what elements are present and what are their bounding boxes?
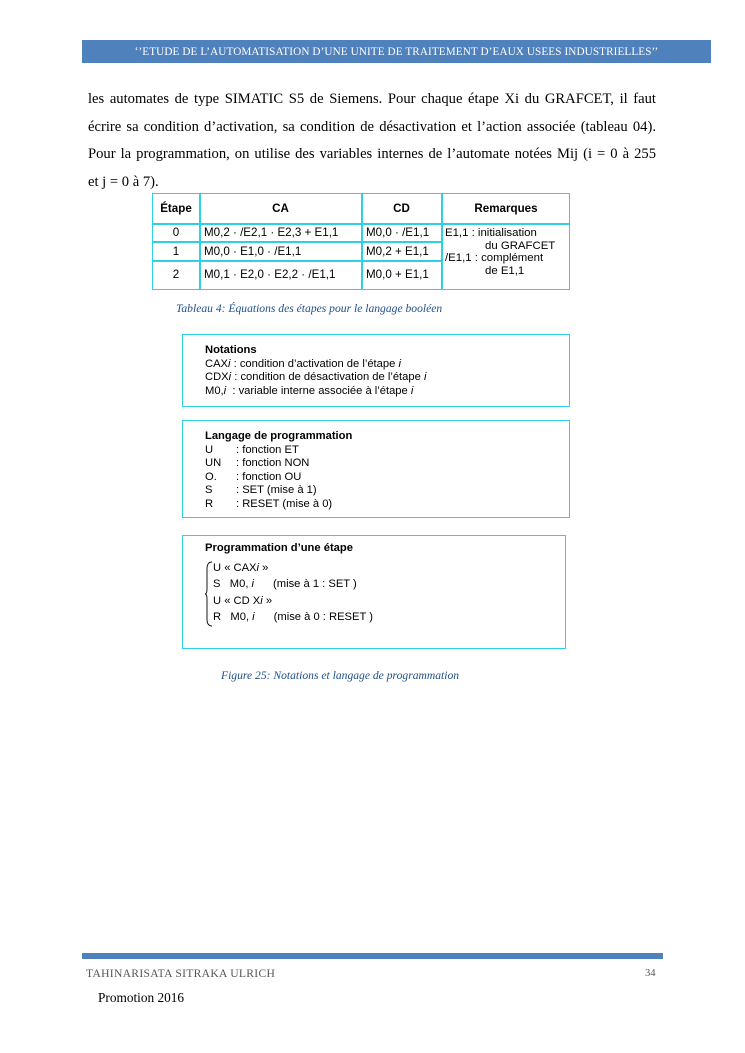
- code-line: U « CD Xi »: [213, 594, 273, 607]
- body-line: les automates de type SIMATIC S5 de Siemens. Pour chaque étape Xi du GRAFCET, il faut: [88, 91, 656, 107]
- equations-table: [152, 193, 570, 290]
- table-cell-etape: 1: [172, 244, 180, 258]
- footer-bar: [82, 953, 663, 959]
- table-cell-cd: M0,0 + E1,1: [366, 268, 429, 281]
- table-cell-etape: 2: [172, 268, 180, 281]
- langage-box: [182, 420, 570, 518]
- remark-line: du GRAFCET: [485, 239, 556, 252]
- remark-line: E1,1 : initialisation: [445, 227, 537, 239]
- table-cell-ca: M0,2 · /E2,1 · E2,3 + E1,1: [204, 226, 339, 239]
- programmation-box: [182, 535, 566, 649]
- header-remarques: Remarques: [474, 202, 538, 215]
- langage-item: U : fonction ET: [205, 443, 299, 456]
- table-caption: Tableau 4: Équations des étapes pour le langage booléen: [176, 302, 443, 315]
- body-line: Pour la programmation, on utilise des variables internes de l’automate notées Mij (i = 0 à 255: [88, 146, 656, 162]
- remark-line: /E1,1 : complément: [445, 252, 544, 264]
- page-number: 34: [645, 968, 656, 979]
- table-cell-cd: M0,0 · /E1,1: [366, 226, 430, 239]
- figure-caption: Figure 25: Notations et langage de programmation: [221, 669, 460, 682]
- body-line: écrire sa condition d’activation, sa condition de désactivation et l’action associée (tableau 04).: [88, 118, 656, 135]
- code-line: S M0, i (mise à 1 : SET ): [213, 578, 357, 591]
- notation-line: M0,i : variable interne associée à l’étape i: [205, 384, 414, 397]
- header-etape: Étape: [160, 202, 192, 215]
- footer-promotion: Promotion 2016: [98, 990, 185, 1005]
- programmation-code: [205, 560, 565, 626]
- langage-item: UN : fonction NON: [205, 457, 310, 470]
- body-line: et j = 0 à 7).: [88, 173, 159, 190]
- running-header: [82, 40, 711, 63]
- table-cell-cd: M0,2 + E1,1: [366, 244, 429, 258]
- header-cd: CD: [393, 202, 410, 215]
- table-cell-ca: M0,1 · E2,0 · E2,2 · /E1,1: [204, 268, 336, 281]
- notation-line: CDXi : condition de désactivation de l’étape i: [205, 371, 427, 384]
- code-line: R M0, i (mise à 0 : RESET ): [213, 611, 373, 624]
- body-paragraph: [88, 86, 656, 196]
- langage-item: R : RESET (mise à 0): [205, 497, 333, 510]
- brace-icon: [205, 561, 213, 627]
- footer-author: TAHINARISATA SITRAKA ULRICH: [86, 967, 276, 980]
- table-cell-remarques: [445, 227, 569, 277]
- remark-line: de E1,1: [485, 264, 525, 277]
- header-ca: CA: [272, 202, 289, 215]
- table-cell-etape: 0: [172, 226, 180, 239]
- notations-box: [182, 334, 570, 407]
- code-line: U « CAXi »: [213, 561, 269, 574]
- notations-title: Notations: [205, 344, 257, 356]
- running-header-title: ‘’ETUDE DE L’AUTOMATISATION D’UNE UNITE DE TRAITEMENT D’EAUX USEES INDUSTRIELLES’’: [134, 45, 659, 58]
- langage-title: Langage de programmation: [205, 430, 353, 442]
- langage-item: O. : fonction OU: [205, 470, 302, 483]
- programmation-title: Programmation d’une étape: [205, 542, 353, 554]
- notation-line: CAXi : condition d’activation de l’étape i: [205, 357, 401, 370]
- table-cell-ca: M0,0 · E1,0 · /E1,1: [204, 244, 302, 258]
- langage-item: S : SET (mise à 1): [205, 484, 317, 497]
